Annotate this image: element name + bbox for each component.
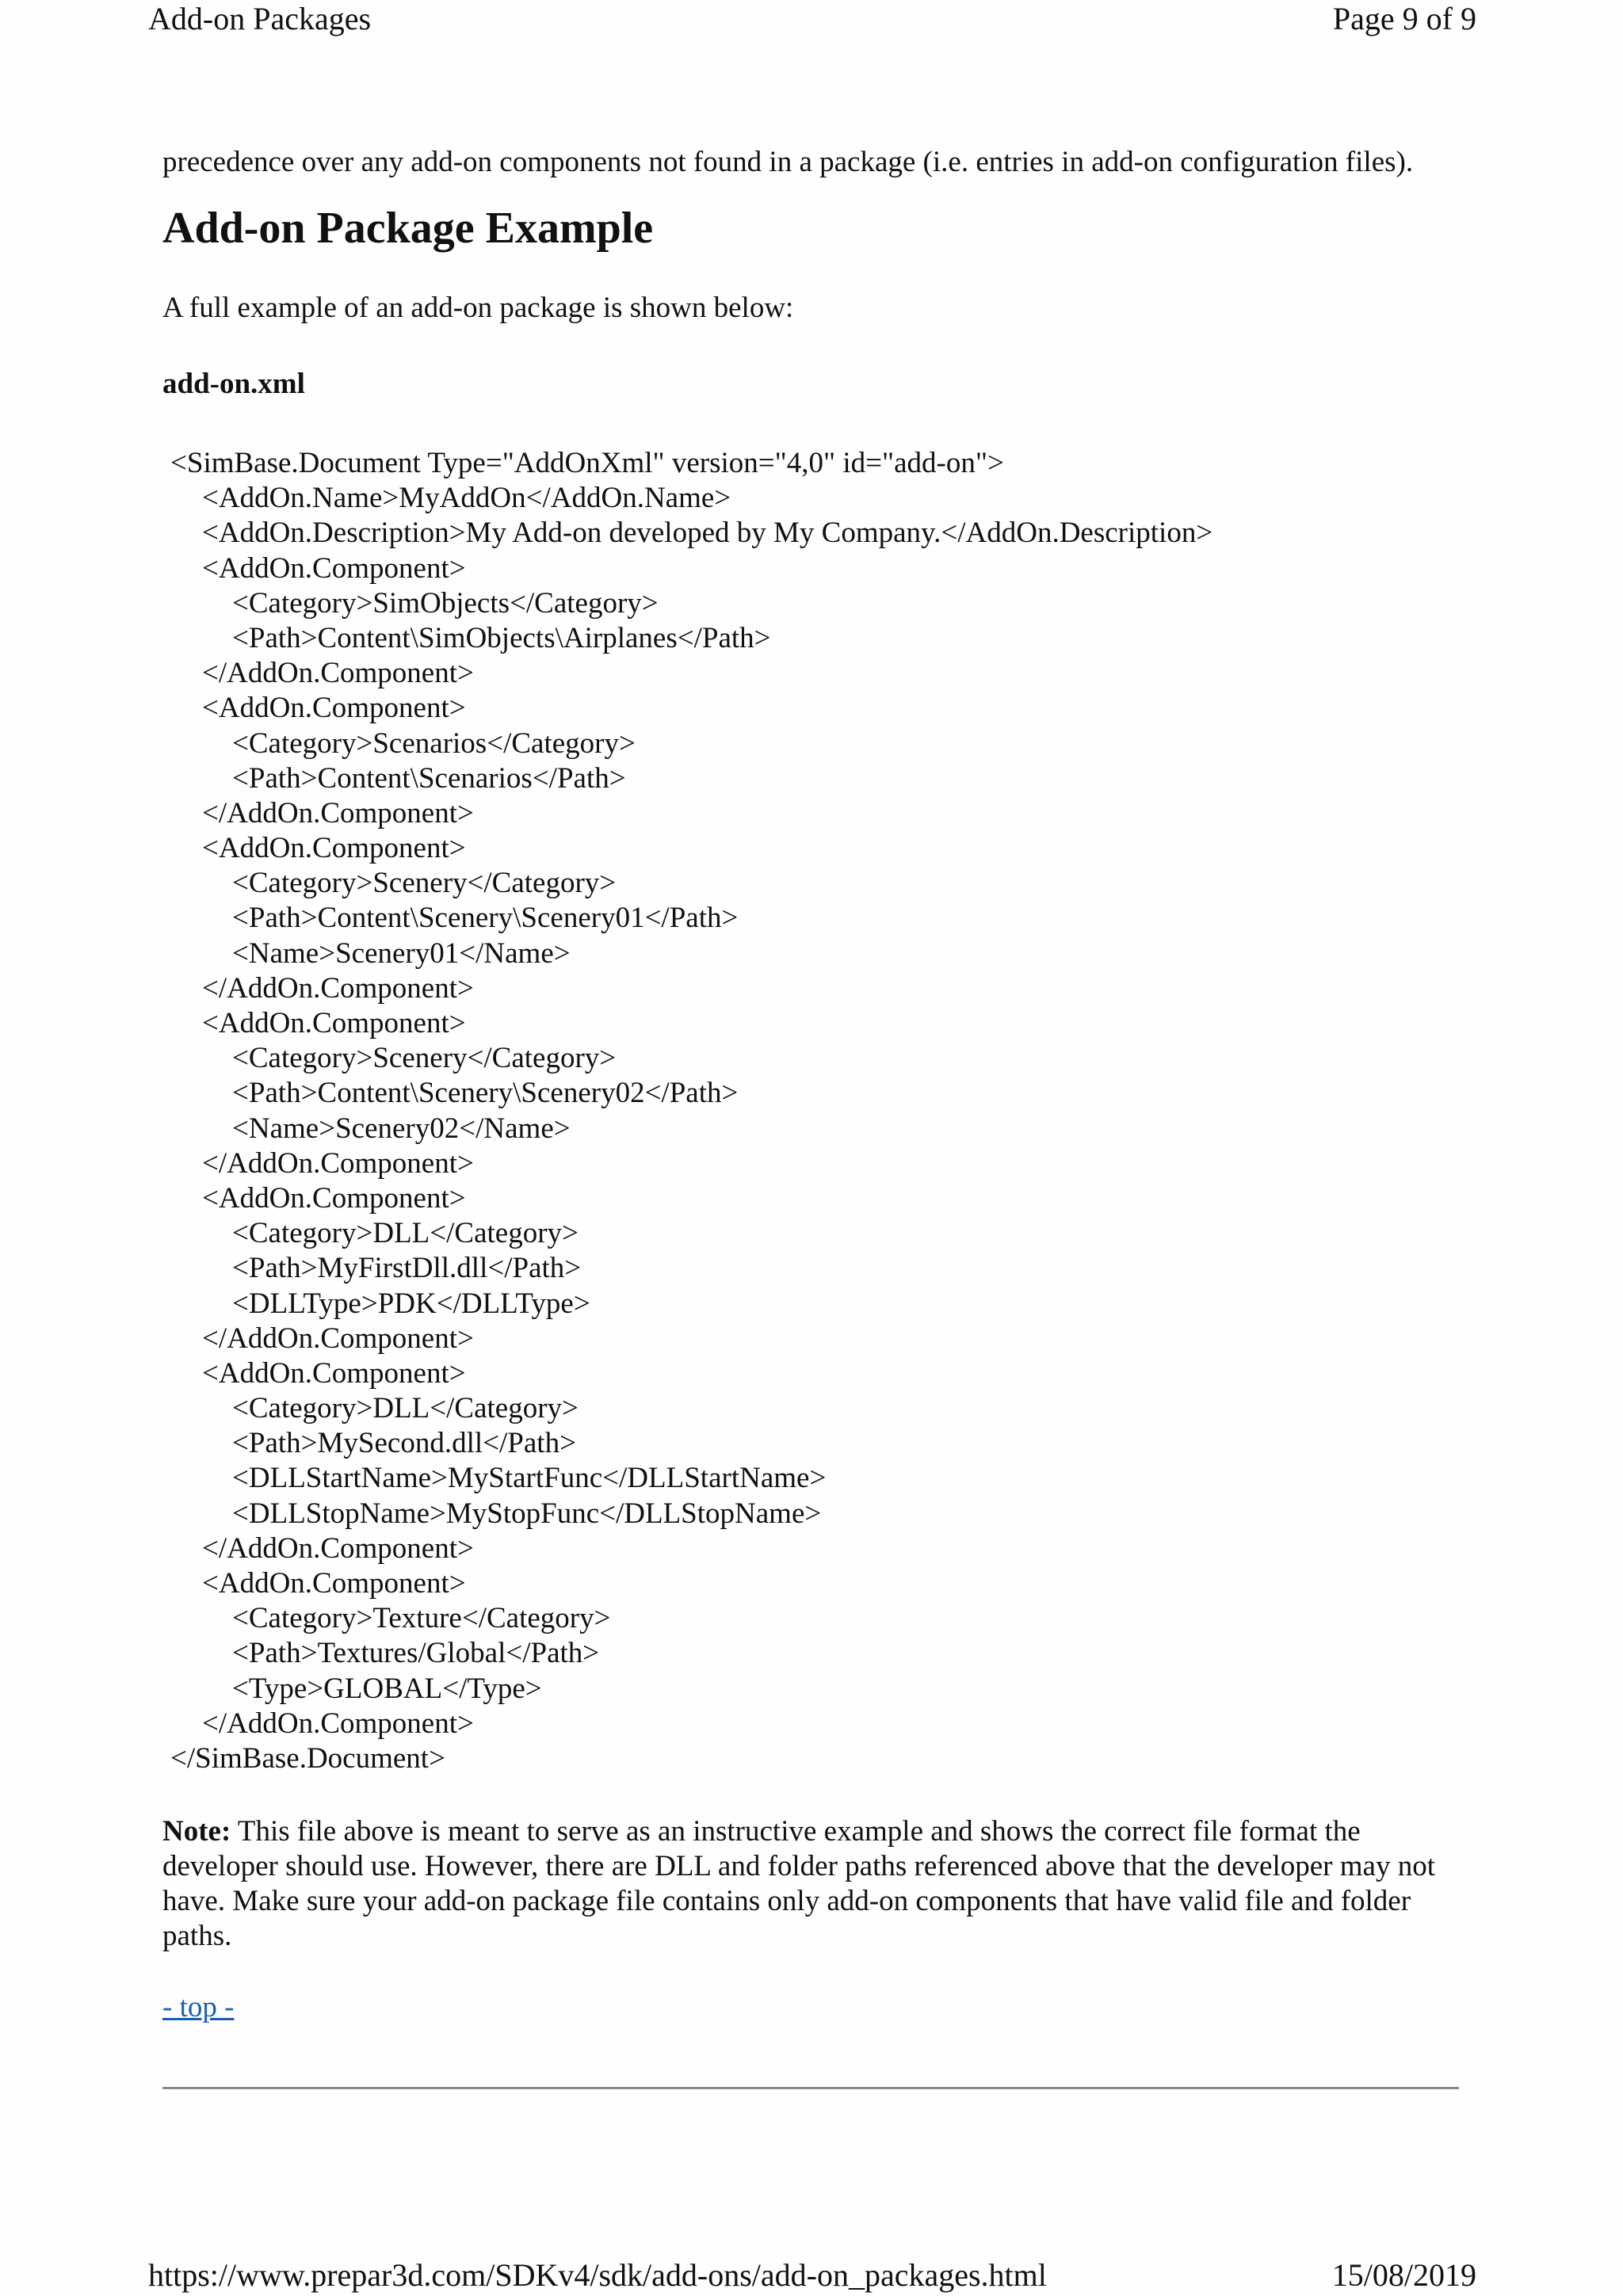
code-line: <AddOn.Component> bbox=[202, 692, 466, 725]
code-line: </AddOn.Component> bbox=[202, 1322, 474, 1355]
code-line: <Category>SimObjects</Category> bbox=[232, 586, 659, 620]
code-line: <Path>Textures/Global</Path> bbox=[232, 1637, 600, 1670]
code-line: <DLLStopName>MyStopFunc</DLLStopName> bbox=[232, 1497, 822, 1530]
code-line: <Category>Scenery</Category> bbox=[232, 867, 617, 900]
xml-code-block bbox=[170, 446, 1462, 1776]
code-line: <Category>DLL</Category> bbox=[232, 1217, 579, 1250]
code-line: <DLLStartName>MyStartFunc</DLLStartName> bbox=[232, 1462, 827, 1495]
code-line: <Path>Content\Scenery\Scenery01</Path> bbox=[232, 902, 739, 935]
code-line: <DLLType>PDK</DLLType> bbox=[232, 1287, 590, 1320]
code-line: <Name>Scenery01</Name> bbox=[232, 936, 571, 970]
document-body bbox=[162, 145, 1462, 2025]
code-line: <AddOn.Component> bbox=[202, 1181, 466, 1215]
code-line: <AddOn.Component> bbox=[202, 1356, 466, 1390]
code-line: <Category>Scenery</Category> bbox=[232, 1042, 617, 1075]
note-paragraph bbox=[162, 1814, 1462, 1954]
code-line: <AddOn.Description>My Add-on developed by My Company.</AddOn.Description> bbox=[202, 517, 1213, 550]
code-line: <AddOn.Name>MyAddOn</AddOn.Name> bbox=[202, 482, 731, 515]
code-line: <Name>Scenery02</Name> bbox=[232, 1112, 571, 1145]
code-line: <SimBase.Document Type="AddOnXml" version="4,0" id="add-on"> bbox=[170, 447, 1004, 479]
code-filename: add-on.xml bbox=[162, 368, 305, 400]
footer-date: 15/08/2019 bbox=[1331, 2257, 1476, 2293]
code-line: <Category>Scenarios</Category> bbox=[232, 727, 636, 760]
code-line: </AddOn.Component> bbox=[202, 971, 474, 1005]
horizontal-divider bbox=[162, 2087, 1459, 2089]
back-to-top-link[interactable]: - top - bbox=[162, 1991, 235, 2024]
intro-paragraph: precedence over any add-on components not found in a package (i.e. entries in add-on configuration files). bbox=[162, 146, 1414, 178]
footer-url: https://www.prepar3d.com/SDKv4/sdk/add-ons/add-on_packages.html bbox=[148, 2257, 1047, 2293]
code-line: </AddOn.Component> bbox=[202, 1146, 474, 1180]
code-line: <AddOn.Component> bbox=[202, 1007, 466, 1039]
lead-paragraph: A full example of an add-on package is shown below: bbox=[162, 292, 794, 324]
code-line: <Category>DLL</Category> bbox=[232, 1392, 579, 1425]
page-number: Page 9 of 9 bbox=[1332, 1, 1476, 36]
code-line: </AddOn.Component> bbox=[202, 796, 474, 830]
code-line: </AddOn.Component> bbox=[202, 1707, 474, 1740]
code-line: <Path>Content\Scenery\Scenery02</Path> bbox=[232, 1077, 739, 1110]
code-line: </SimBase.Document> bbox=[170, 1741, 445, 1775]
code-line: <Path>MySecond.dll</Path> bbox=[232, 1427, 576, 1460]
note-label: Note: bbox=[162, 1815, 231, 1848]
page-header-title: Add-on Packages bbox=[148, 1, 372, 36]
code-line: <Type>GLOBAL</Type> bbox=[232, 1672, 542, 1705]
code-line: <AddOn.Component> bbox=[202, 1567, 466, 1600]
note-text: This file above is meant to serve as an instructive example and shows the correct file format the developer should use. However, there are DLL and folder paths referenced above that the developer may not have. Make sure your add-on package file contains only add-on components that have valid file and folder paths. bbox=[162, 1815, 1435, 1953]
code-line: <AddOn.Component> bbox=[202, 832, 466, 865]
code-line: </AddOn.Component> bbox=[202, 657, 474, 690]
code-line: </AddOn.Component> bbox=[202, 1531, 474, 1565]
code-line: <Path>MyFirstDll.dll</Path> bbox=[232, 1252, 582, 1285]
code-line: <Category>Texture</Category> bbox=[232, 1602, 611, 1635]
code-line: <Path>Content\SimObjects\Airplanes</Path> bbox=[232, 621, 771, 654]
code-line: <Path>Content\Scenarios</Path> bbox=[232, 761, 626, 795]
code-line: <AddOn.Component> bbox=[202, 551, 466, 585]
section-title: Add-on Package Example bbox=[162, 204, 654, 253]
